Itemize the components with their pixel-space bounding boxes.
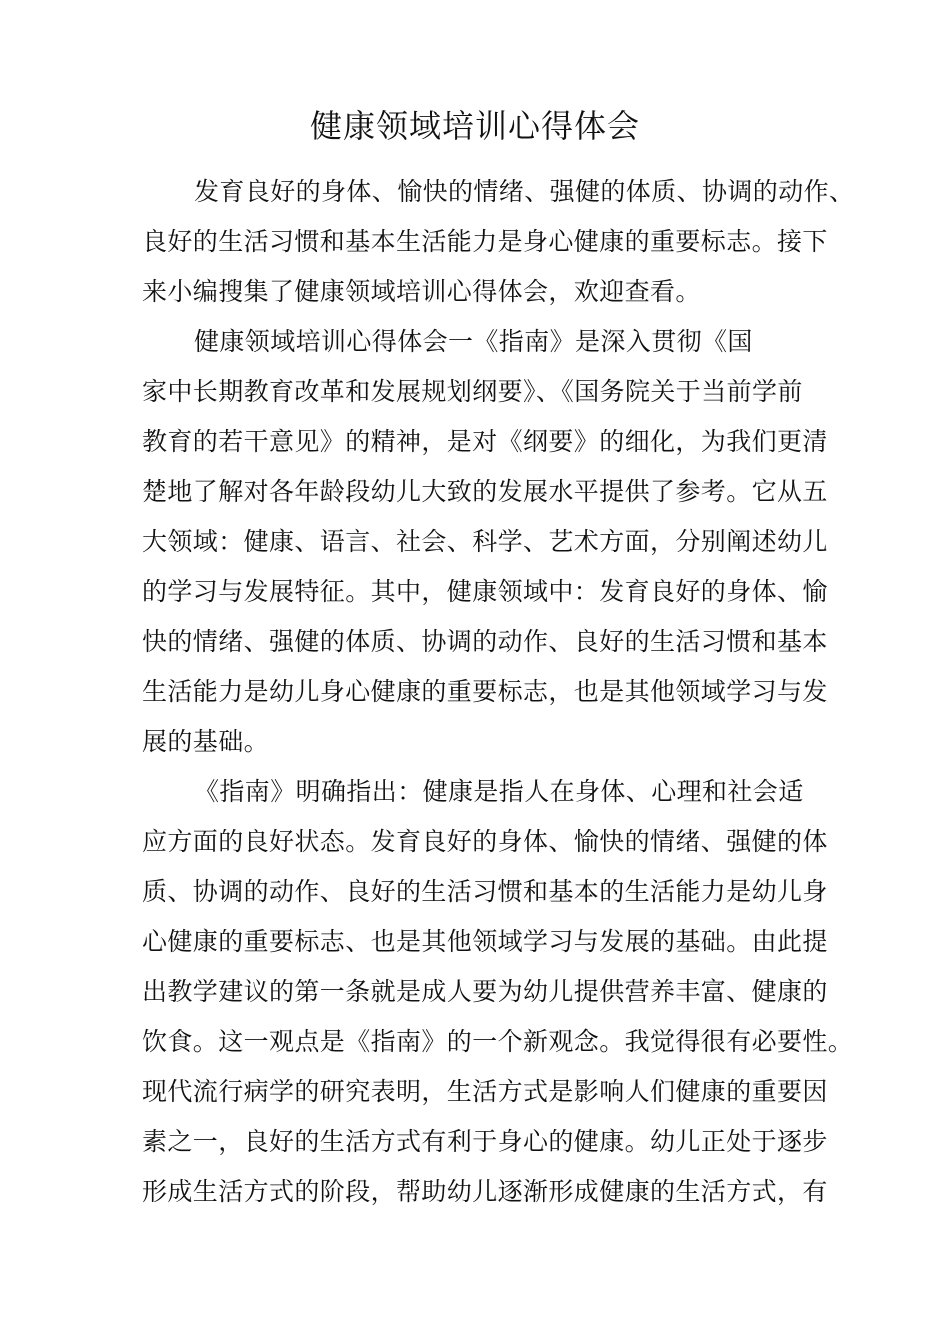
text-line: 发育良好的身体、愉快的情绪、强健的体质、协调的动作、 [194,177,855,206]
text-line: 《指南》明确指出：健康是指人在身体、心理和社会适 [194,777,804,806]
text-line: 心健康的重要标志、也是其他领域学习与发展的基础。由此提 [142,927,828,956]
text-line: 饮食。这一观点是《指南》的一个新观念。我觉得很有必要性。 [142,1027,854,1056]
text-line: 的学习与发展特征。其中，健康领域中：发育良好的身体、愉 [142,577,828,606]
text-line: 应方面的良好状态。发育良好的身体、愉快的情绪、强健的体 [142,827,828,856]
text-line: 楚地了解对各年龄段幼儿大致的发展水平提供了参考。它从五 [142,477,828,506]
text-line: 来小编搜集了健康领域培训心得体会，欢迎查看。 [142,277,701,306]
text-line: 质、协调的动作、良好的生活习惯和基本的生活能力是幼儿身 [142,877,828,906]
text-line: 现代流行病学的研究表明，生活方式是影响人们健康的重要因 [142,1077,828,1106]
text-line: 展的基础。 [142,727,270,756]
text-line: 良好的生活习惯和基本生活能力是身心健康的重要标志。接下 [142,227,828,256]
text-line: 教育的若干意见》的精神，是对《纲要》的细化，为我们更清 [142,427,828,456]
text-line: 健康领域培训心得体会一《指南》是深入贯彻《国 [194,327,753,356]
text-line: 大领域：健康、语言、社会、科学、艺术方面，分别阐述幼儿 [142,527,828,556]
text-line: 出教学建议的第一条就是成人要为幼儿提供营养丰富、健康的 [142,977,828,1006]
text-line: 快的情绪、强健的体质、协调的动作、良好的生活习惯和基本 [142,627,828,656]
document-title: 健康领域培训心得体会 [309,107,640,145]
text-line: 素之一，良好的生活方式有利于身心的健康。幼儿正处于逐步 [142,1127,828,1156]
text-line: 家中长期教育改革和发展规划纲要》、《国务院关于当前学前 [142,377,803,406]
text-line: 形成生活方式的阶段，帮助幼儿逐渐形成健康的生活方式，有 [142,1177,828,1206]
text-line: 生活能力是幼儿身心健康的重要标志，也是其他领域学习与发 [142,677,828,706]
